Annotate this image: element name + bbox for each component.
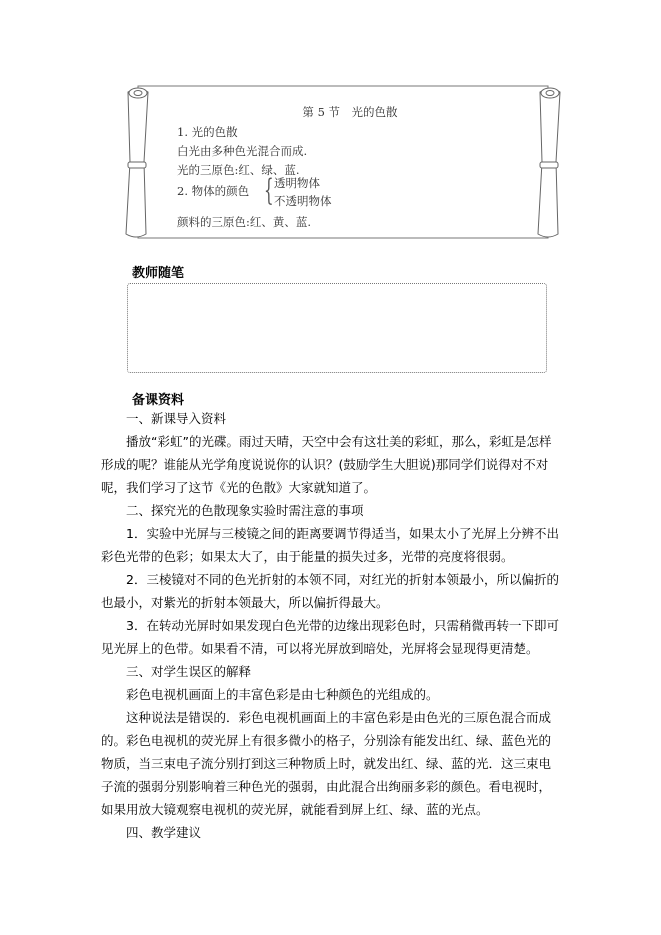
scroll-line: 2. 物体的颜色 [177,184,250,198]
brace-item: 透明物体 [274,176,320,190]
brace-item: 不透明物体 [274,194,332,208]
scroll-line: 1. 光的色散 [177,125,238,139]
scroll-line: 白光由多种色光混合而成. [177,144,308,158]
section-title: 四、教学建议 [126,825,202,840]
paragraph: 这种说法是错误的．彩色电视机画面上的丰富色彩是由色光的三原色混合而成的。彩色电视机的荧光屏上有很多微小的格子，分别涂有能发出红、绿、蓝色光的物质，当三束电子流分别打到这三种物质上时，就发出红、绿、蓝的光．这三束电子流的强弱分别影响着三种色光的强弱，由此混合出绚丽多彩的颜色。看电视时，如果用放大镜观察电视机的荧光屏，就能看到屏上红、绿、蓝的光点。 [101,710,552,817]
brace-icon: { [264,173,274,208]
paragraph: 彩色电视机画面上的丰富色彩是由七种颜色的光组成的。 [126,687,439,702]
teacher-notes-heading: 教师随笔 [132,266,185,281]
section-title: 一、新课导入资料 [126,411,227,426]
paragraph: 3．在转动光屏时如果发现白色光带的边缘出现彩色时，只需稍微再转一下即可见光屏上的色带。如果看不清，可以将光屏放到暗处，光屏将会显现得更清楚。 [101,618,559,656]
resources-body [101,407,561,844]
paragraph: 1．实验中光屏与三棱镜之间的距离要调节得适当，如果太小了光屏上分辨不出彩色光带的色彩；如果太大了，由于能量的损失过多，光带的亮度将很弱。 [101,526,559,564]
resources-heading: 备课资料 [132,393,185,408]
teacher-notes-box[interactable] [127,283,547,373]
scroll-title: 第 5 节 光的色散 [302,105,398,119]
paragraph: 播放“彩虹”的光碟。雨过天晴，天空中会有这壮美的彩虹，那么，彩虹是怎样形成的呢？谁能从光学角度说说你的认识？(鼓励学生大胆说)那同学们说得对不对呢，我们学习了这节《光的色散》大家就知道了。 [101,434,552,495]
scroll-card [120,84,565,244]
scroll-line: 光的三原色:红、绿、蓝. [177,163,300,177]
paragraph: 2．三棱镜对不同的色光折射的本领不同，对红光的折射本领最小，所以偏折的也最小，对紫光的折射本领最大，所以偏折得最大。 [101,572,559,610]
section-title: 三、对学生误区的解释 [126,664,252,679]
section-title: 二、探究光的色散现象实验时需注意的事项 [126,503,364,518]
scroll-line: 颜料的三原色:红、黄、蓝. [177,215,312,229]
